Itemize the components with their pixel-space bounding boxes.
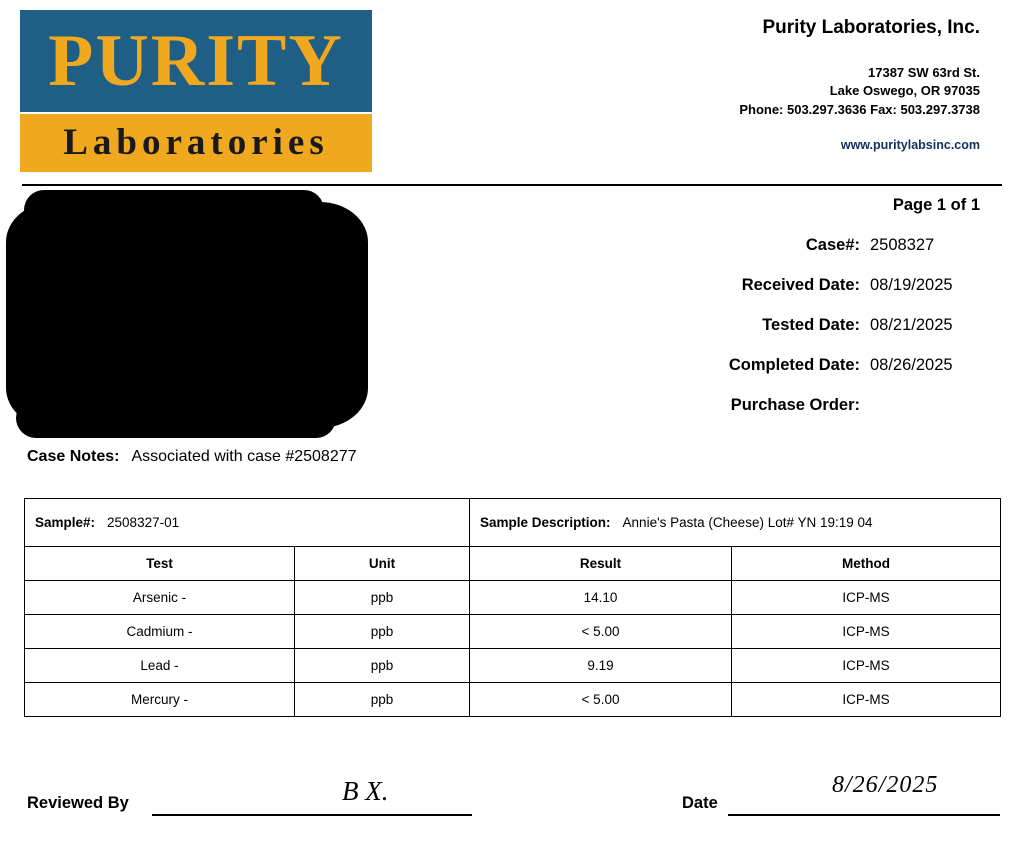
company-logo <box>20 10 372 172</box>
cell-method: ICP-MS <box>732 615 1001 649</box>
reviewed-by-line <box>152 814 472 816</box>
company-address-line2: Lake Oswego, OR 97035 <box>829 83 980 99</box>
company-address-line1: 17387 SW 63rd St. <box>868 64 980 80</box>
reviewed-by-signature: B X. <box>342 776 389 806</box>
sample-number-label: Sample#: <box>35 515 96 530</box>
logo-subwordmark: Laboratories <box>63 122 329 163</box>
cell-method: ICP-MS <box>732 649 1001 683</box>
company-website[interactable]: www.puritylabsinc.com <box>840 138 980 153</box>
cell-result: < 5.00 <box>470 615 732 649</box>
cell-test: Arsenic - <box>25 581 295 615</box>
column-header-result: Result <box>470 547 732 581</box>
meta-label-completed-date: Completed Date: <box>728 356 860 374</box>
case-notes <box>27 448 357 466</box>
cell-result: 14.10 <box>470 581 732 615</box>
column-header-unit: Unit <box>295 547 470 581</box>
sample-description-cell <box>470 499 1001 547</box>
meta-row-purchase-order <box>460 385 980 425</box>
cell-method: ICP-MS <box>732 683 1001 717</box>
cell-unit: ppb <box>295 615 470 649</box>
sample-description-label: Sample Description: <box>480 515 611 530</box>
meta-label-received-date: Received Date: <box>741 276 860 294</box>
meta-value-completed-date: 08/26/2025 <box>870 356 953 374</box>
date-line <box>728 814 1000 816</box>
cell-test: Lead - <box>25 649 295 683</box>
reviewed-by-label: Reviewed By <box>27 794 129 812</box>
table-row <box>25 683 1001 717</box>
case-notes-value: Associated with case #2508277 <box>131 448 357 465</box>
cell-unit: ppb <box>295 683 470 717</box>
column-header-test: Test <box>25 547 295 581</box>
meta-value-tested-date: 08/21/2025 <box>870 316 953 334</box>
cell-test: Mercury - <box>25 683 295 717</box>
cell-test: Cadmium - <box>25 615 295 649</box>
logo-wordmark: PURITY <box>48 20 344 102</box>
cell-result: < 5.00 <box>470 683 732 717</box>
sample-description-value: Annie's Pasta (Cheese) Lot# YN 19:19 04 <box>622 515 873 530</box>
meta-label-tested-date: Tested Date: <box>762 316 860 334</box>
page-indicator: Page 1 of 1 <box>892 196 980 214</box>
sample-number-value: 2508327-01 <box>107 515 180 530</box>
cell-unit: ppb <box>295 649 470 683</box>
document-header <box>0 0 1024 180</box>
sample-header-row <box>25 499 1001 547</box>
sample-number-cell <box>25 499 470 547</box>
results-table <box>24 498 1001 717</box>
meta-row-case-number <box>460 225 980 265</box>
table-row <box>25 615 1001 649</box>
meta-row-tested-date <box>460 305 980 345</box>
table-header-row <box>25 547 1001 581</box>
signature-footer <box>0 772 1024 832</box>
cell-method: ICP-MS <box>732 581 1001 615</box>
date-signature: 8/26/2025 <box>832 772 939 798</box>
cell-result: 9.19 <box>470 649 732 683</box>
case-meta <box>460 185 980 425</box>
date-label: Date <box>682 794 718 812</box>
redacted-block <box>6 202 368 428</box>
meta-value-received-date: 08/19/2025 <box>870 276 953 294</box>
company-phone-fax: Phone: 503.297.3636 Fax: 503.297.3738 <box>739 102 980 118</box>
meta-row-received-date <box>460 265 980 305</box>
table-row <box>25 649 1001 683</box>
meta-label-case-number: Case#: <box>805 236 860 254</box>
case-notes-label: Case Notes: <box>27 448 120 465</box>
cell-unit: ppb <box>295 581 470 615</box>
company-name: Purity Laboratories, Inc. <box>762 17 980 38</box>
column-header-method: Method <box>732 547 1001 581</box>
table-row <box>25 581 1001 615</box>
meta-row-completed-date <box>460 345 980 385</box>
meta-value-case-number: 2508327 <box>870 236 935 254</box>
company-info <box>739 14 980 154</box>
meta-label-purchase-order: Purchase Order: <box>730 396 860 414</box>
